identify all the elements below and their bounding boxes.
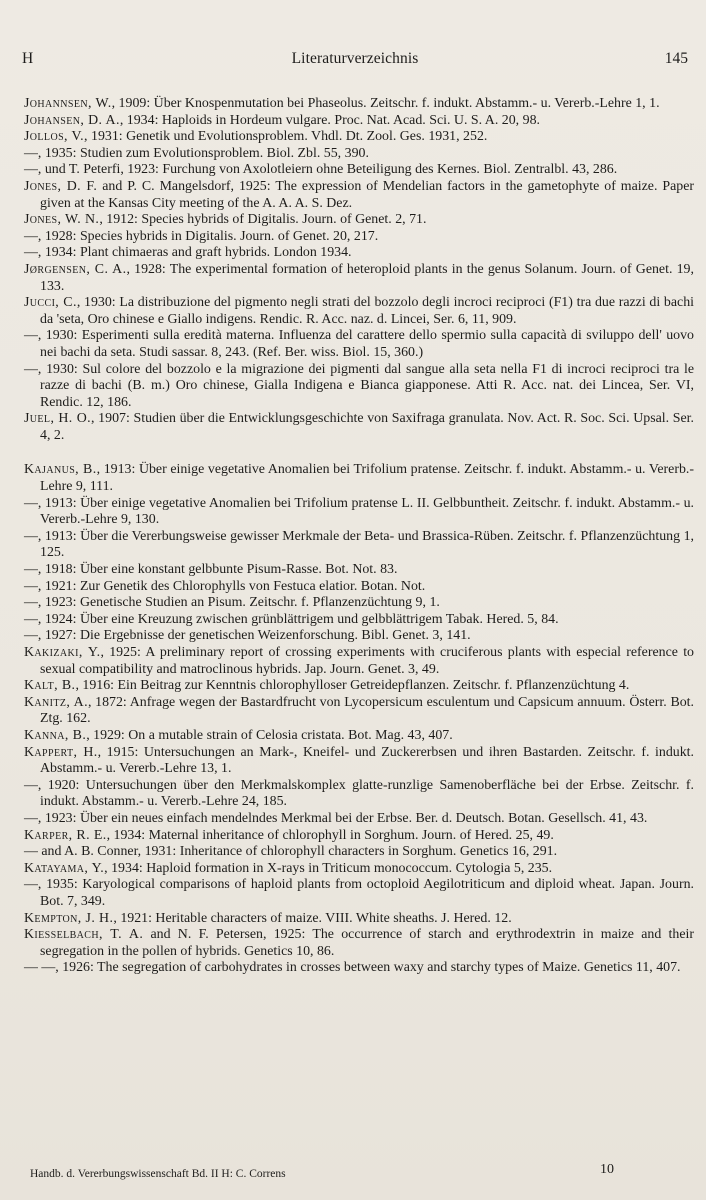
bibliography-entry xyxy=(24,96,694,113)
entry-author: Kempton, J. H. xyxy=(24,910,114,926)
bibliography-entry xyxy=(24,129,694,146)
entry-citation: —, 1928: Species hybrids in Digitalis. Journ. of Genet. 20, 217. xyxy=(24,228,379,244)
entry-citation: —, 1920: Untersuchungen über den Merkmalskomplex glatte-runzlige Samenoberfläche bei der Erbse. Zeitschr. f. indukt. Abstamm.- u. Vererb.-Lehre 24, 185. xyxy=(24,777,694,810)
entry-citation: , 1872: Anfrage wegen der Bastardfrucht von Lycopersicum esculentum und Capsicum annuum. Österr. Bot. Ztg. 162. xyxy=(40,694,694,727)
bibliography-entry xyxy=(24,645,694,678)
bibliography-entry xyxy=(24,212,694,229)
bibliography-entry xyxy=(24,745,694,778)
bibliography-entry xyxy=(24,529,694,562)
bibliography-entry xyxy=(24,911,694,928)
entry-author: Johansen, D. A. xyxy=(24,112,120,128)
bibliography-entry xyxy=(24,861,694,878)
section-gap xyxy=(24,444,694,462)
entry-author: Kappert, H. xyxy=(24,744,98,760)
running-title: Literaturverzeichnis xyxy=(291,50,419,67)
entry-citation: , 1934: Haploid formation in X-rays in Triticum monococcum. Cytologia 5, 235. xyxy=(104,860,553,876)
entry-citation: , 1913: Über einige vegetative Anomalien bei Trifolium pratense. Zeitschr. f. indukt. Abstamm.- u. Vererb.-Lehre 9, 111. xyxy=(40,462,694,495)
bibliography-entry xyxy=(24,927,694,960)
bibliography-entry xyxy=(24,960,694,977)
entry-citation: , 1930: La distribuzione del pigmento negli strati del bozzolo degli incroci reciproci (F1) tra due razzi di bachi da 'seta, Oro chinese e Giallo indigens. Rendic. R. Acc. naz. d. Lincei, Ser. 6, 11, 909. xyxy=(40,295,694,327)
bibliography-entry xyxy=(24,828,694,845)
bibliography-entry xyxy=(24,595,694,612)
bibliography-entry xyxy=(24,229,694,246)
entry-citation: and N. F. Petersen, 1925: The occurrence of starch and erythrodextrin in maize and their segregation in the pollen of hybrids. Genetics 10, 86. xyxy=(40,927,695,959)
entry-citation: —, und T. Peterfi, 1923: Furchung von Axolotleiern ohne Beteiligung des Kernes. Biol. Zentralbl. 43, 286. xyxy=(24,162,618,178)
bibliography-entry xyxy=(24,462,694,495)
entry-author: Kakizaki, Y. xyxy=(24,645,101,660)
bibliography-entry xyxy=(24,411,694,444)
entry-author: Katayama, Y. xyxy=(24,860,105,876)
bibliography-entry xyxy=(24,678,694,695)
entry-author: Kanna, B. xyxy=(24,727,87,743)
section-letter: H xyxy=(22,50,34,67)
entry-author: Jones, D. F. xyxy=(24,178,98,194)
entry-citation: , 1928: The experimental formation of heteroploid plants in the genus Solanum. Journ. of Genet. 19, 133. xyxy=(40,261,694,294)
entry-citation: , 1916: Ein Beitrag zur Kenntnis chlorophylloser Getreidepflanzen. Zeitschr. f. Pflanzenzüchtung 4. xyxy=(75,678,630,694)
entry-author: Kanitz, A. xyxy=(24,694,88,710)
entry-citation: —, 1930: Esperimenti sulla eredità materna. Influenza del carattere dello spermio sulla capacità di sviluppo dell' uovo nei bachi da seta. Studi sassar. 8, 243. (Ref. Ber. wiss. Biol. 15, 360.) xyxy=(24,328,694,360)
entry-author: Jones, W. N. xyxy=(24,212,100,228)
entry-citation: —, 1934: Plant chimaeras and graft hybrids. London 1934. xyxy=(24,245,352,261)
entry-citation: , 1909: Über Knospenmutation bei Phaseolus. Zeitschr. f. indukt. Abstamm.- u. Vererb.-Lehre 1, 1. xyxy=(111,96,660,111)
entry-author: Karper, R. E. xyxy=(24,827,107,843)
entry-author: Kiesselbach, T. A. xyxy=(24,927,144,943)
bibliography-entry xyxy=(24,579,694,596)
entry-citation: , 1934: Maternal inheritance of chlorophyll in Sorghum. Journ. of Hered. 25, 49. xyxy=(106,827,554,843)
bibliography-entry xyxy=(24,612,694,629)
entry-citation: —, 1923: Über ein neues einfach mendelndes Merkmal bei der Erbse. Ber. d. Deutsch. Botan. Gesellsch. 41, 43. xyxy=(24,810,648,826)
bibliography-entry xyxy=(24,728,694,745)
bibliography-entry xyxy=(24,262,694,295)
entry-citation: —, 1913: Über die Vererbungsweise gewisser Merkmale der Beta- und Brassica-Rüben. Zeitschr. f. Pflanzenzüchtung 1, 125. xyxy=(24,528,694,561)
bibliography-list xyxy=(24,96,694,977)
entry-citation: —, 1918: Über eine konstant gelbbunte Pisum-Rasse. Bot. Not. 83. xyxy=(24,562,398,578)
bibliography-entry xyxy=(24,179,694,212)
bibliography-entry xyxy=(24,245,694,262)
entry-citation: — —, 1926: The segregation of carbohydrates in crosses between waxy and starchy types of Maize. Genetics 11, 407. xyxy=(24,960,681,976)
entry-citation: —, 1935: Studien zum Evolutionsproblem. Biol. Zbl. 55, 390. xyxy=(24,145,369,161)
bibliography-entry xyxy=(24,778,694,811)
entry-author: Jollos, V. xyxy=(24,129,85,145)
entry-citation: , 1907: Studien über die Entwicklungsgeschichte von Saxifraga granulata. Nov. Act. R. Soc. Sci. Upsal. Ser. 4, 2. xyxy=(40,411,694,443)
bibliography-entry xyxy=(24,695,694,728)
bibliography-entry xyxy=(24,146,694,163)
running-header xyxy=(22,50,688,72)
footer-note: Handb. d. Vererbungswissenschaft Bd. II H: C. Correns xyxy=(30,1168,286,1180)
entry-citation: —, 1913: Über einige vegetative Anomalien bei Trifolium pratense L. II. Gelbbuntheit. Zeitschr. f. indukt. Abstamm.- u. Vererb.-Lehre 9, 130. xyxy=(24,495,694,528)
signature-mark: 10 xyxy=(600,1162,614,1177)
entry-citation: —, 1924: Über eine Kreuzung zwischen grünblättrigem und gelbblättrigem Tabak. Hered. 5, 84. xyxy=(24,611,559,627)
bibliography-entry xyxy=(24,628,694,645)
entry-author: Jørgensen, C. A. xyxy=(24,261,127,277)
bibliography-entry xyxy=(24,113,694,130)
entry-citation: , 1912: Species hybrids of Digitalis. Journ. of Genet. 2, 71. xyxy=(99,212,427,228)
entry-citation: —, 1935: Karyological comparisons of haploid plants from octoploid Aegilotriticum and diploid wheat. Japan. Journ. Bot. 7, 349. xyxy=(24,877,694,909)
bibliography-entry xyxy=(24,362,694,412)
entry-citation: and P. C. Mangelsdorf, 1925: The expression of Mendelian factors in the gametophyte of maize. Paper given at the Kansas City meeting of the A. A. A. S. Dez. xyxy=(40,178,694,211)
bibliography-entry xyxy=(24,562,694,579)
bibliography-entry xyxy=(24,811,694,828)
entry-citation: , 1929: On a mutable strain of Celosia cristata. Bot. Mag. 43, 407. xyxy=(86,727,453,743)
page-number: 145 xyxy=(664,50,688,67)
entry-author: Juel, H. O. xyxy=(24,411,92,427)
entry-citation: , 1925: A preliminary report of crossing experiments with cruciferous plants with especial reference to sexual compatibility and matroclinous hybrids. Jap. Journ. Genet. 3, 49. xyxy=(40,645,694,677)
entry-author: Jucci, C. xyxy=(24,295,77,311)
bibliography-entry xyxy=(24,844,694,861)
entry-citation: —, 1921: Zur Genetik des Chlorophylls von Festuca elatior. Botan. Not. xyxy=(24,578,426,594)
entry-citation: —, 1923: Genetische Studien an Pisum. Zeitschr. f. Pflanzenzüchtung 9, 1. xyxy=(24,595,440,611)
bibliography-entry xyxy=(24,328,694,361)
bibliography-entry xyxy=(24,162,694,179)
bibliography-entry xyxy=(24,877,694,910)
entry-author: Johannsen, W. xyxy=(24,96,112,111)
entry-citation: , 1921: Heritable characters of maize. VIII. White sheaths. J. Hered. 12. xyxy=(113,910,512,926)
entry-citation: , 1931: Genetik und Evolutionsproblem. Vhdl. Dt. Zool. Ges. 1931, 252. xyxy=(84,129,488,145)
entry-citation: , 1915: Untersuchungen an Mark-, Kneifel- und Zuckererbsen und ihren Bastarden. Zeitschr. f. indukt. Abstamm.- u. Vererb.-Lehre 13, 1. xyxy=(40,744,694,777)
entry-citation: , 1934: Haploids in Hordeum vulgare. Proc. Nat. Acad. Sci. U. S. A. 20, 98. xyxy=(119,112,540,128)
bibliography-entry xyxy=(24,496,694,529)
bibliography-entry xyxy=(24,295,694,328)
entry-citation: —, 1930: Sul colore del bozzolo e la migrazione dei pigmenti dal sangue alla seta nella F1 di incroci reciproci tra le razze di bachi (B. m.) Oro chinese, Gialla Indigena e Bianca giapponese. Atti R. Acc. nat. dei Lincea, Ser. VI, Rendic. 12, 186. xyxy=(24,361,694,410)
entry-author: Kalt, B. xyxy=(24,678,76,694)
entry-citation: —, 1927: Die Ergebnisse der genetischen Weizenforschung. Bibl. Genet. 3, 141. xyxy=(24,628,471,644)
entry-author: Kajanus, B. xyxy=(24,462,97,478)
entry-citation: — and A. B. Conner, 1931: Inheritance of chlorophyll characters in Sorghum. Genetics 16, 291. xyxy=(24,844,558,860)
